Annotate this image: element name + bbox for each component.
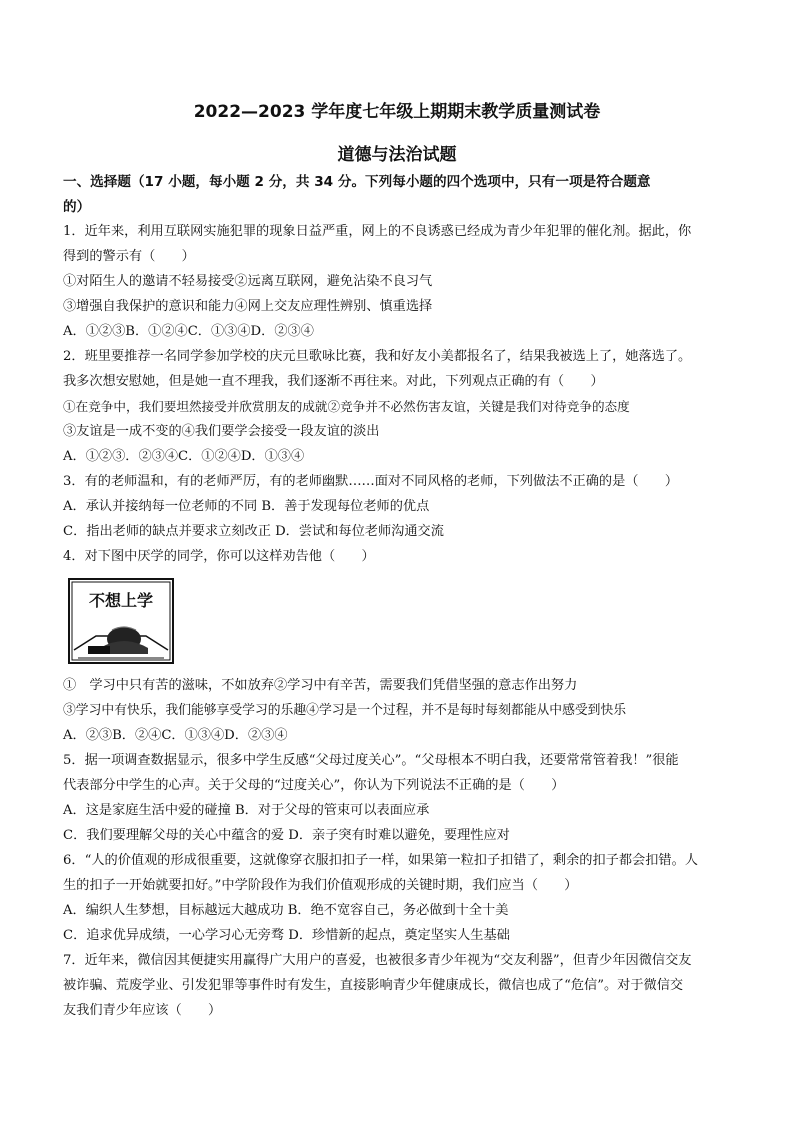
q4-stem: 4．对下图中厌学的同学，你可以这样劝告他（ ） [63, 549, 375, 564]
q3-options-ab: A．承认并接纳每一位老师的不同 B．善于发现每位老师的优点 [63, 499, 430, 514]
section-heading-line-1: 一、选择题（17 小题，每小题 2 分，共 34 分。下列每小题的四个选项中，只有一项是符合题意 [63, 174, 651, 190]
q5-options-cd: C．我们要理解父母的关心中蕴含的爱 D．亲子突有时难以避免，要理性应对 [63, 828, 510, 843]
q4-statements-2: ③学习中有快乐，我们能够享受学习的乐趣④学习是一个过程，并不是每时每刻都能从中感受到快乐 [63, 703, 627, 718]
q4-statements-1: ① 学习中只有苦的滋味，不如放弃②学习中有辛苦，需要我们凭借坚强的意志作出努力 [63, 678, 578, 693]
q6-stem-line-2: 生的扣子一开始就要扣好。”中学阶段作为我们价值观形成的关键时期，我们应当（ ） [63, 878, 578, 893]
q6-options-ab: A．编织人生梦想，目标越远大越成功 B．绝不宽容自己，务必做到十全十美 [63, 903, 509, 918]
exam-title: 2022—2023 学年度七年级上期期末教学质量测试卷 [193, 102, 601, 122]
q2-options: A．①②③．②③④C．①②④D．①③④ [63, 449, 305, 464]
q7-stem-line-1: 7．近年来，微信因其便捷实用赢得广大用户的喜爱，也被很多青少年视为“交友利器”，但青少年因微信交友 [63, 953, 692, 968]
q1-stem-line-2: 得到的警示有（ ） [63, 249, 195, 264]
q7-stem-line-3: 友我们青少年应该（ ） [63, 1003, 222, 1018]
q2-stem-line-1: 2．班里要推荐一名同学参加学校的庆元旦歌咏比赛，我和好友小美都报名了，结果我被选上了，她落选了。 [63, 349, 692, 364]
q1-statements-2: ③增强自我保护的意识和能力④网上交友应理性辨别、慎重选择 [63, 299, 433, 314]
q7-stem-line-2: 被诈骗、荒废学业、引发犯罪等事件时有发生，直接影响青少年健康成长，微信也成了“危信”。对于微信交 [63, 978, 684, 993]
q1-statements-1: ①对陌生人的邀请不轻易接受②远离互联网，避免沾染不良习气 [63, 274, 433, 289]
cartoon-illustration [68, 578, 174, 664]
q1-options: A．①②③B．①②④C．①③④D．②③④ [63, 324, 314, 339]
q2-statements-1: ①在竞争中，我们要坦然接受并欣赏朋友的成就②竞争并不必然伤害友谊，关键是我们对待竞争的态度 [63, 399, 630, 414]
q3-options-cd: C．指出老师的缺点并要求立刻改正 D．尝试和每位老师沟通交流 [63, 524, 444, 539]
section-heading-line-2: 的） [63, 199, 91, 215]
q2-statements-2: ③友谊是一成不变的④我们要学会接受一段友谊的淡出 [63, 424, 380, 439]
q3-stem: 3．有的老师温和，有的老师严厉，有的老师幽默……面对不同风格的老师，下列做法不正确的是（ ） [63, 474, 679, 489]
q6-stem-line-1: 6．“人的价值观的形成很重要，这就像穿衣服扣扣子一样，如果第一粒扣子扣错了，剩余的扣子都会扣错。人 [63, 853, 698, 868]
q1-stem-line-1: 1．近年来，利用互联网实施犯罪的现象日益严重，网上的不良诱惑已经成为青少年犯罪的催化剂。据此，你 [63, 224, 692, 239]
q5-stem-line-1: 5．据一项调查数据显示，很多中学生反感“父母过度关心”。“父母根本不明白我，还要常常管着我！”很能 [63, 753, 679, 768]
q5-options-ab: A．这是家庭生活中爱的碰撞 B．对于父母的管束可以表面应承 [63, 803, 430, 818]
q2-stem-line-2: 我多次想安慰她，但是她一直不理我，我们逐渐不再往来。对此，下列观点正确的有（ ） [63, 374, 604, 389]
cartoon-caption: 不想上学 [88, 591, 154, 610]
exam-subtitle: 道德与法治试题 [337, 145, 457, 165]
q4-options: A．②③B．②④C．①③④D．②③④ [63, 728, 288, 743]
q6-options-cd: C．追求优异成绩，一心学习心无旁骛 D．珍惜新的起点，奠定坚实人生基础 [63, 928, 510, 943]
q5-stem-line-2: 代表部分中学生的心声。关于父母的“过度关心”，你认为下列说法不正确的是（ ） [63, 778, 565, 793]
